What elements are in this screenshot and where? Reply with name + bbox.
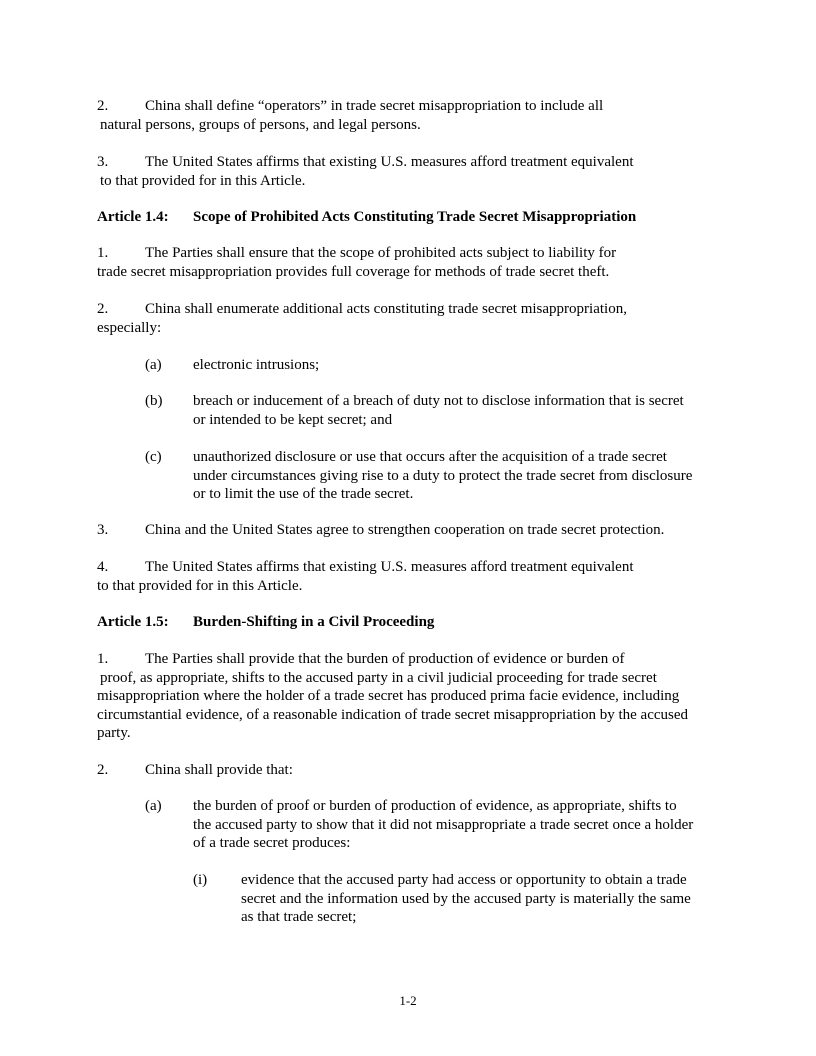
para-text: especially: (97, 320, 162, 336)
item-text: under circumstances giving rise to a duty to protect the trade secret from disclosure (193, 468, 693, 484)
item-text: breach or inducement of a breach of duty not to disclose information that is secret (193, 393, 684, 409)
para-text: China shall provide that: (145, 762, 293, 778)
item-text: or to limit the use of the trade secret. (193, 486, 414, 502)
item-text: the burden of proof or burden of production of evidence, as appropriate, shifts to (193, 798, 677, 814)
para-text: The Parties shall provide that the burden of production of evidence or burden of (145, 651, 625, 667)
item-label: (c) (145, 449, 162, 465)
para-text: The United States affirms that existing U.S. measures afford treatment equivalent (145, 559, 634, 575)
item-label: (a) (145, 798, 162, 814)
subitem-text: evidence that the accused party had access or opportunity to obtain a trade (241, 872, 687, 888)
para-text: circumstantial evidence, of a reasonable indication of trade secret misappropriation by the accused (97, 707, 689, 723)
subitem-label: (i) (193, 872, 208, 888)
subitem-text: secret and the information used by the accused party is materially the same (241, 891, 691, 907)
para-text: to that provided for in this Article. (97, 578, 303, 594)
article-number: Article 1.5: (97, 614, 169, 630)
para-text: trade secret misappropriation provides full coverage for methods of trade secret theft. (97, 264, 610, 280)
item-label: (a) (145, 357, 162, 373)
subitem-text: as that trade secret; (241, 909, 357, 925)
para-number: 1. (97, 245, 109, 261)
para-text: The Parties shall ensure that the scope of prohibited acts subject to liability for (145, 245, 617, 261)
article-title: Scope of Prohibited Acts Constituting Trade Secret Misappropriation (193, 209, 637, 225)
article-title: Burden-Shifting in a Civil Proceeding (193, 614, 435, 630)
para-text: to that provided for in this Article. (100, 173, 306, 189)
para-number: 1. (97, 651, 109, 667)
item-text: electronic intrusions; (193, 357, 320, 373)
para-text: natural persons, groups of persons, and legal persons. (100, 117, 421, 133)
para-number: 3. (97, 522, 109, 538)
para-number: 2. (97, 98, 109, 114)
item-text: of a trade secret produces: (193, 835, 351, 851)
item-text: or intended to be kept secret; and (193, 412, 393, 428)
para-number: 3. (97, 154, 109, 170)
para-number: 4. (97, 559, 109, 575)
para-text: China shall define “operators” in trade secret misappropriation to include all (145, 98, 604, 114)
para-text: China and the United States agree to strengthen cooperation on trade secret protection. (145, 522, 665, 538)
article-number: Article 1.4: (97, 209, 169, 225)
item-text: the accused party to show that it did not misappropriate a trade secret once a holder (193, 817, 694, 833)
item-label: (b) (145, 393, 163, 409)
item-text: unauthorized disclosure or use that occurs after the acquisition of a trade secret (193, 449, 667, 465)
page-number: 1-2 (399, 993, 417, 1008)
para-text: China shall enumerate additional acts constituting trade secret misappropriation, (145, 301, 627, 317)
para-text: proof, as appropriate, shifts to the accused party in a civil judicial proceeding for trade secret (100, 670, 657, 686)
para-number: 2. (97, 301, 109, 317)
para-text: The United States affirms that existing U.S. measures afford treatment equivalent (145, 154, 634, 170)
para-text: misappropriation where the holder of a trade secret has produced prima facie evidence, including (97, 688, 680, 704)
para-number: 2. (97, 762, 109, 778)
para-text: party. (97, 725, 131, 741)
